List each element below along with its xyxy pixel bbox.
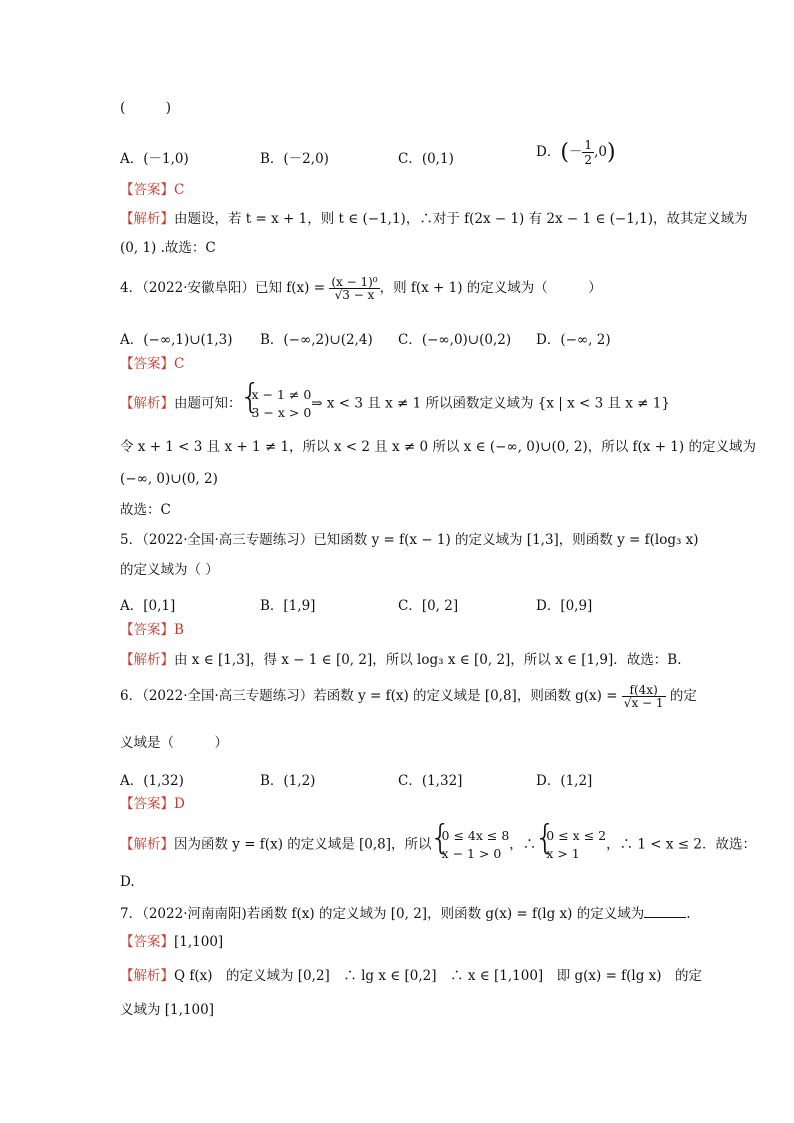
q3-option-b: B．(－2,0)	[260, 151, 329, 167]
q4-option-a: A．(−∞,1)∪(1,3)	[120, 332, 233, 348]
q7-stem: 7．（2022·河南南阳)若函数 f(x) 的定义域为 [0, 2]，则函数 g(x) = f(lg x) 的定义域为 .	[120, 906, 691, 922]
q3-analysis: 【解析】由题设，若 t = x + 1，则 t ∈ (−1,1)，∴对于 f(2x − 1) 有 2x − 1 ∈ (−1,1)，故其定义域为	[120, 211, 748, 227]
q3-option-c: C．(0,1)	[398, 151, 454, 167]
q6-option-d: D．(1,2]	[536, 773, 593, 789]
q4-analysis-line2: 令 x + 1 < 3 且 x + 1 ≠ 1，所以 x < 2 且 x ≠ 0 所以 x ∈ (−∞, 0)∪(0, 2)，所以 f(x + 1) 的定义域为	[120, 439, 756, 455]
q5-option-d: D．[0,9]	[536, 598, 593, 614]
q6-stem-line2: 义域是（ ）	[120, 735, 228, 751]
q5-stem-line2: 的定义域为（ ）	[120, 562, 219, 578]
q3-answer: 【答案】C	[120, 182, 185, 198]
q6-option-a: A．(1,32)	[120, 773, 184, 789]
q5-option-b: B．[1,9]	[260, 598, 316, 614]
q5-answer: 【答案】B	[120, 622, 184, 638]
q3-analysis-line2: (0, 1) .故选：C	[120, 240, 216, 256]
q6-analysis: 【解析】因为函数 y = f(x) 的定义域是 [0,8]，所以 { 0 ≤ 4x ≤ 8 x − 1 > 0 ，∴ { 0 ≤ x ≤ 2 x > 1 ，∴ 1 < x ≤ 2．故选：	[120, 827, 756, 863]
q6-option-c: C．(1,32]	[398, 773, 463, 789]
analysis-tag: 【解析】	[120, 211, 174, 227]
q4-option-d: D．(−∞, 2)	[536, 332, 611, 348]
q4-option-c: C．(−∞,0)∪(0,2)	[398, 332, 512, 348]
q6-answer: 【答案】D	[120, 796, 185, 812]
q5-option-a: A．[0,1]	[120, 598, 176, 614]
q5-option-c: C．[0, 2]	[398, 598, 459, 614]
q7-analysis-line2: 义域为 [1,100]	[120, 1002, 214, 1018]
q3-option-a: A．(－1,0)	[120, 151, 189, 167]
q7-answer: 【答案】[1,100]	[120, 934, 224, 950]
q4-stem: 4．（2022·安徽阜阳）已知 f(x) = $\frac{\text{(x − 1)⁰}}{√3 - x}$ ，则 f(x + 1) 的定义域为（ ）	[120, 275, 602, 302]
q4-analysis-line4: 故选：C	[120, 502, 171, 518]
q6-analysis-tail: D.	[120, 874, 135, 890]
q5-stem: 5．（2022·全国·高三专题练习）已知函数 y = f(x − 1) 的定义域为 [1,3]，则函数 y = f(log₃ x)	[120, 532, 699, 548]
q4-option-b: B．(−∞,2)∪(2,4)	[260, 332, 373, 348]
q4-analysis: 【解析】由题可知： { x − 1 ≠ 0 3 − x > 0 ⇒ x < 3 且 x ≠ 1 所以函数定义域为 {x | x < 3 且 x ≠ 1}	[120, 386, 670, 422]
q5-analysis: 【解析】由 x ∈ [1,3]，得 x − 1 ∈ [0, 2]，所以 log₃ x ∈ [0, 2]，所以 x ∈ [1,9]．故选：B．	[120, 652, 691, 668]
answer-blank	[644, 905, 686, 918]
q7-analysis: 【解析】Q f(x) 的定义域为 [0,2] ∴ lg x ∈ [0,2] ∴ x ∈ [1,100] 即 g(x) = f(lg x) 的定	[120, 968, 703, 984]
q3-option-d: D．(－ $\frac{1}{2}$ ,0)	[536, 138, 616, 167]
q3-paren: ( )	[120, 100, 172, 116]
q4-answer: 【答案】C	[120, 356, 185, 372]
answer-tag: 【答案】	[120, 182, 174, 198]
q4-analysis-line3: (−∞, 0)∪(0, 2)	[120, 471, 218, 487]
q6-option-b: B．(1,2)	[260, 773, 316, 789]
q6-stem: 6．（2022·全国·高三专题练习）若函数 y = f(x) 的定义域是 [0,8]，则函数 g(x) = $\frac{f(4x)}{√x - 1}$ 的定	[120, 683, 697, 710]
